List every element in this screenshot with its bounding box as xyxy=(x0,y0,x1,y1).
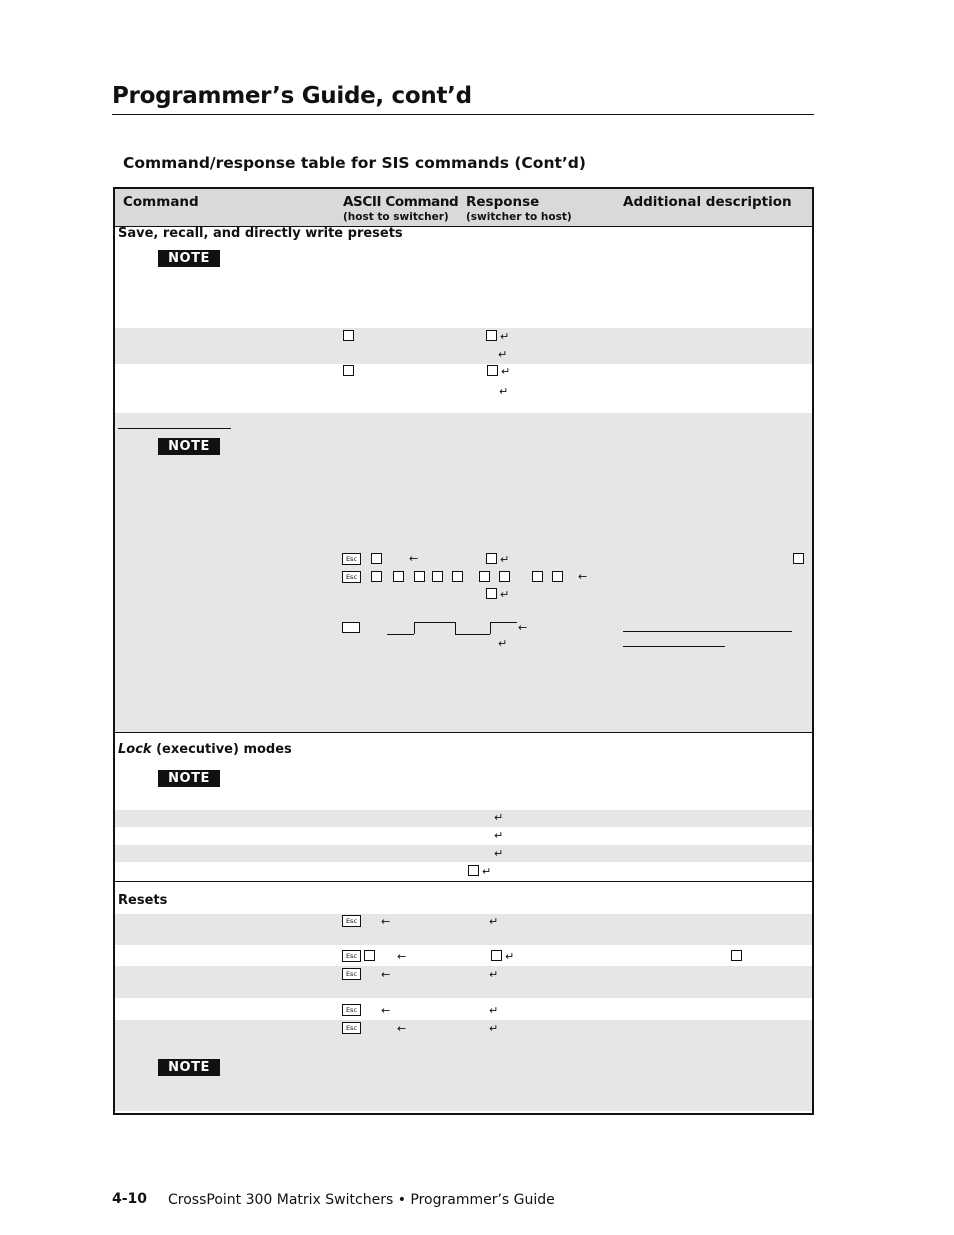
bracket-rule xyxy=(414,622,455,623)
variable-box xyxy=(371,571,382,582)
section-label-presets: Save, recall, and directly write presets xyxy=(118,226,403,241)
variable-box xyxy=(491,950,502,961)
variable-box xyxy=(393,571,404,582)
variable-box xyxy=(532,571,543,582)
header-ascii-sub: (host to switcher) xyxy=(343,211,449,223)
esc-key-icon: Esc xyxy=(342,915,361,927)
underline-rule xyxy=(623,646,725,647)
variable-box xyxy=(552,571,563,582)
title-rule xyxy=(112,114,814,115)
variable-box xyxy=(486,588,497,599)
variable-box xyxy=(499,571,510,582)
section-heading: Command/response table for SIS commands (Cont’d) xyxy=(123,154,586,172)
header-additional: Additional description xyxy=(623,194,792,210)
enter-arrow-icon: ← xyxy=(381,1004,391,1017)
return-icon: ↵ xyxy=(489,968,499,981)
enter-arrow-icon: ← xyxy=(518,621,528,634)
variable-box xyxy=(793,553,804,564)
bracket-rule xyxy=(455,622,456,634)
lock-label-rest: (executive) modes xyxy=(151,742,292,757)
bracket-rule xyxy=(414,622,415,634)
bracket-rule xyxy=(490,622,491,634)
return-icon: ↵ xyxy=(494,811,504,824)
bracket-rule xyxy=(387,634,414,635)
enter-arrow-icon: ← xyxy=(381,915,391,928)
page-title: Programmer’s Guide, cont’d xyxy=(112,83,472,109)
underline-rule xyxy=(623,631,792,632)
note-badge: NOTE xyxy=(158,250,220,267)
esc-key-icon: Esc xyxy=(342,1022,361,1034)
return-icon: ↵ xyxy=(494,847,504,860)
return-icon: ↵ xyxy=(489,915,499,928)
return-icon: ↵ xyxy=(505,950,515,963)
enter-arrow-icon: ← xyxy=(397,950,407,963)
return-icon: ↵ xyxy=(500,553,510,566)
note-badge: NOTE xyxy=(158,1059,220,1076)
return-icon: ↵ xyxy=(500,588,510,601)
esc-key-icon: Esc xyxy=(342,553,361,565)
esc-key-icon: Esc xyxy=(342,1004,361,1016)
variable-box xyxy=(364,950,375,961)
variable-box xyxy=(486,553,497,564)
variable-box xyxy=(343,330,354,341)
footer-page-number: 4-10 xyxy=(112,1191,148,1207)
enter-arrow-icon: ← xyxy=(397,1022,407,1035)
section-label-resets: Resets xyxy=(118,893,168,908)
variable-box xyxy=(731,950,742,961)
enter-arrow-icon: ← xyxy=(381,968,391,981)
return-icon: ↵ xyxy=(498,637,508,650)
return-icon: ↵ xyxy=(489,1004,499,1017)
command-table xyxy=(113,187,814,1115)
return-icon: ↵ xyxy=(500,330,510,343)
underline-rule xyxy=(118,428,231,429)
footer-text: CrossPoint 300 Matrix Switchers • Programmer’s Guide xyxy=(168,1192,555,1208)
header-response-sub: (switcher to host) xyxy=(466,211,572,223)
note-badge: NOTE xyxy=(158,438,220,455)
section-divider xyxy=(115,881,812,882)
variable-box xyxy=(371,553,382,564)
return-icon: ↵ xyxy=(501,365,511,378)
lock-label-italic: Lock xyxy=(118,742,152,757)
variable-box xyxy=(343,365,354,376)
header-command: Command xyxy=(123,194,199,210)
section-divider xyxy=(115,732,812,733)
return-icon: ↵ xyxy=(482,865,492,878)
return-icon: ↵ xyxy=(494,829,504,842)
esc-key-icon: Esc xyxy=(342,950,361,962)
variable-box xyxy=(479,571,490,582)
bracket-rule xyxy=(490,622,517,623)
header-response: Response xyxy=(466,194,540,210)
table-header xyxy=(115,189,812,227)
enter-arrow-icon: ← xyxy=(578,570,588,583)
return-icon: ↵ xyxy=(498,348,508,361)
variable-box xyxy=(342,622,360,633)
variable-box xyxy=(468,865,479,876)
variable-box xyxy=(452,571,463,582)
enter-arrow-icon: ← xyxy=(409,552,419,565)
header-ascii: ASCII Command xyxy=(343,194,459,210)
esc-key-icon: Esc xyxy=(342,571,361,583)
return-icon: ↵ xyxy=(499,385,509,398)
variable-box xyxy=(487,365,498,376)
esc-key-icon: Esc xyxy=(342,968,361,980)
note-badge: NOTE xyxy=(158,770,220,787)
variable-box xyxy=(414,571,425,582)
section-label-lock xyxy=(118,742,292,757)
bracket-rule xyxy=(455,634,490,635)
return-icon: ↵ xyxy=(489,1022,499,1035)
variable-box xyxy=(432,571,443,582)
variable-box xyxy=(486,330,497,341)
